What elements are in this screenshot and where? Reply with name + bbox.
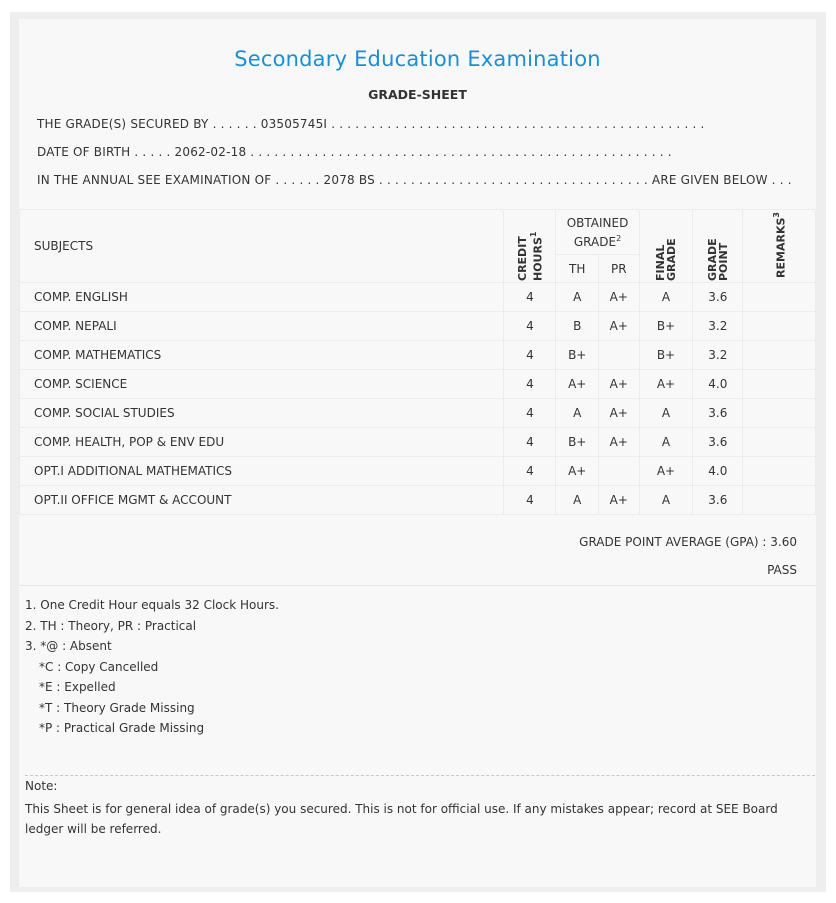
- cell-subject: COMP. SCIENCE: [20, 370, 504, 399]
- header-final-grade-label: FINAL GRADE: [653, 237, 678, 281]
- cell-th: A: [556, 399, 599, 428]
- cell-remarks: [743, 341, 816, 370]
- cell-th: A: [556, 283, 599, 312]
- cell-final: A: [639, 399, 693, 428]
- table-row: [20, 370, 816, 399]
- header-grade-point: [693, 210, 743, 283]
- header-grade-text: GRADE: [573, 234, 617, 249]
- cell-th: A: [556, 486, 599, 515]
- header-remarks: [743, 210, 816, 283]
- cell-credit: 4: [504, 341, 556, 370]
- cell-final: A: [639, 283, 693, 312]
- cell-gp: 3.6: [693, 283, 743, 312]
- header-subjects-label: SUBJECTS: [34, 239, 94, 253]
- cell-pr: [599, 457, 640, 486]
- footnotes: [25, 595, 279, 739]
- cell-gp: 3.6: [693, 399, 743, 428]
- cell-subject: COMP. ENGLISH: [20, 283, 504, 312]
- sheet-subtitle: GRADE-SHEET: [368, 87, 467, 102]
- cell-pr: A+: [599, 399, 640, 428]
- cell-pr: A+: [599, 428, 640, 457]
- header-subjects: [20, 210, 504, 283]
- info-date-of-birth: DATE OF BIRTH . . . . . 2062-02-18 . . . . . . . . . . . . . . . . . . . . . . . . . . . . . . . . . . . . . . . . . . . . . . . . . . . . .: [37, 145, 672, 159]
- cell-credit: 4: [504, 312, 556, 341]
- cell-subject: COMP. SOCIAL STUDIES: [20, 399, 504, 428]
- cell-th: A+: [556, 370, 599, 399]
- header-pr: PR: [599, 255, 640, 283]
- cell-th: A+: [556, 457, 599, 486]
- footnote-item: *P : Practical Grade Missing: [39, 721, 205, 735]
- table-row: [20, 283, 816, 312]
- cell-final: A: [639, 428, 693, 457]
- header-th: TH: [556, 255, 599, 283]
- result-status: PASS: [767, 563, 797, 577]
- header-remarks-label: [771, 212, 787, 278]
- header-grade-label: [556, 231, 638, 250]
- footnote-marker-2: 2: [616, 233, 622, 243]
- divider: [19, 585, 816, 586]
- header-obtained-label: OBTAINED: [566, 215, 629, 230]
- header-obtained-grade: [556, 210, 639, 255]
- cell-subject: COMP. MATHEMATICS: [20, 341, 504, 370]
- cell-gp: 4.0: [693, 457, 743, 486]
- info-exam-year: IN THE ANNUAL SEE EXAMINATION OF . . . . . . 2078 BS . . . . . . . . . . . . . . . . . . . . . . . . . . . . . . . . . . ARE GIVEN BELOW . . .: [37, 173, 792, 187]
- cell-gp: 3.2: [693, 341, 743, 370]
- table-row: [20, 457, 816, 486]
- cell-th: B+: [556, 428, 599, 457]
- cell-gp: 3.6: [693, 486, 743, 515]
- header-credit-hours: [504, 210, 556, 283]
- cell-remarks: [743, 370, 816, 399]
- footnote-item: *T : Theory Grade Missing: [39, 700, 195, 715]
- footnote-item: 1. One Credit Hour equals 32 Clock Hours.: [25, 598, 279, 612]
- header-credit-hours-label: [517, 209, 544, 281]
- cell-subject: OPT.I ADDITIONAL MATHEMATICS: [20, 457, 504, 486]
- table-row: [20, 399, 816, 428]
- header-grade-point-label: GRADE POINT: [705, 237, 730, 281]
- note-text: This Sheet is for general idea of grade(s) you secured. This is not for official use. If any mistakes appear; record at SEE Board ledger will be referred.: [25, 802, 778, 836]
- cell-remarks: [743, 428, 816, 457]
- dashed-divider: [25, 775, 815, 776]
- cell-final: A: [639, 486, 693, 515]
- cell-subject: COMP. HEALTH, POP & ENV EDU: [20, 428, 504, 457]
- cell-gp: 4.0: [693, 370, 743, 399]
- cell-credit: 4: [504, 370, 556, 399]
- header-final-grade: [639, 210, 693, 283]
- cell-final: A+: [639, 457, 693, 486]
- footnote-item: 2. TH : Theory, PR : Practical: [25, 618, 197, 633]
- note-title: Note:: [25, 779, 58, 793]
- header-credit-hours-text: CREDIT HOURS: [515, 235, 545, 281]
- cell-gp: 3.2: [693, 312, 743, 341]
- cell-credit: 4: [504, 486, 556, 515]
- cell-remarks: [743, 457, 816, 486]
- table-header-row: [20, 210, 816, 255]
- header-remarks-text: REMARKS: [774, 217, 788, 278]
- cell-pr: A+: [599, 370, 640, 399]
- cell-gp: 3.6: [693, 428, 743, 457]
- cell-credit: 4: [504, 283, 556, 312]
- grades-table: [19, 209, 816, 515]
- cell-credit: 4: [504, 399, 556, 428]
- cell-pr: [599, 341, 640, 370]
- cell-final: B+: [639, 341, 693, 370]
- cell-credit: 4: [504, 428, 556, 457]
- footnote-item: *C : Copy Cancelled: [39, 659, 159, 674]
- table-row: [20, 486, 816, 515]
- cell-final: A+: [639, 370, 693, 399]
- cell-final: B+: [639, 312, 693, 341]
- cell-pr: A+: [599, 312, 640, 341]
- table-row: [20, 312, 816, 341]
- cell-th: B+: [556, 341, 599, 370]
- table-row: [20, 341, 816, 370]
- footnote-marker-3: 3: [772, 211, 782, 218]
- cell-remarks: [743, 399, 816, 428]
- grade-sheet: [19, 19, 816, 887]
- cell-th: B: [556, 312, 599, 341]
- cell-remarks: [743, 312, 816, 341]
- cell-subject: COMP. NEPALI: [20, 312, 504, 341]
- cell-pr: A+: [599, 486, 640, 515]
- cell-pr: A+: [599, 283, 640, 312]
- exam-title: Secondary Education Examination: [234, 47, 601, 71]
- info-grade-secured-by: THE GRADE(S) SECURED BY . . . . . . 03505745I . . . . . . . . . . . . . . . . . . . . . . . . . . . . . . . . . . . . . . . . . . . . . . .: [37, 117, 705, 131]
- footnote-marker-1: 1: [528, 231, 538, 237]
- footnote-item: 3. *@ : Absent: [25, 639, 112, 653]
- cell-credit: 4: [504, 457, 556, 486]
- cell-subject: OPT.II OFFICE MGMT & ACCOUNT: [20, 486, 504, 515]
- cell-remarks: [743, 283, 816, 312]
- footnote-item: *E : Expelled: [39, 680, 116, 694]
- gpa-summary: GRADE POINT AVERAGE (GPA) : 3.60: [579, 535, 797, 549]
- table-row: [20, 428, 816, 457]
- cell-remarks: [743, 486, 816, 515]
